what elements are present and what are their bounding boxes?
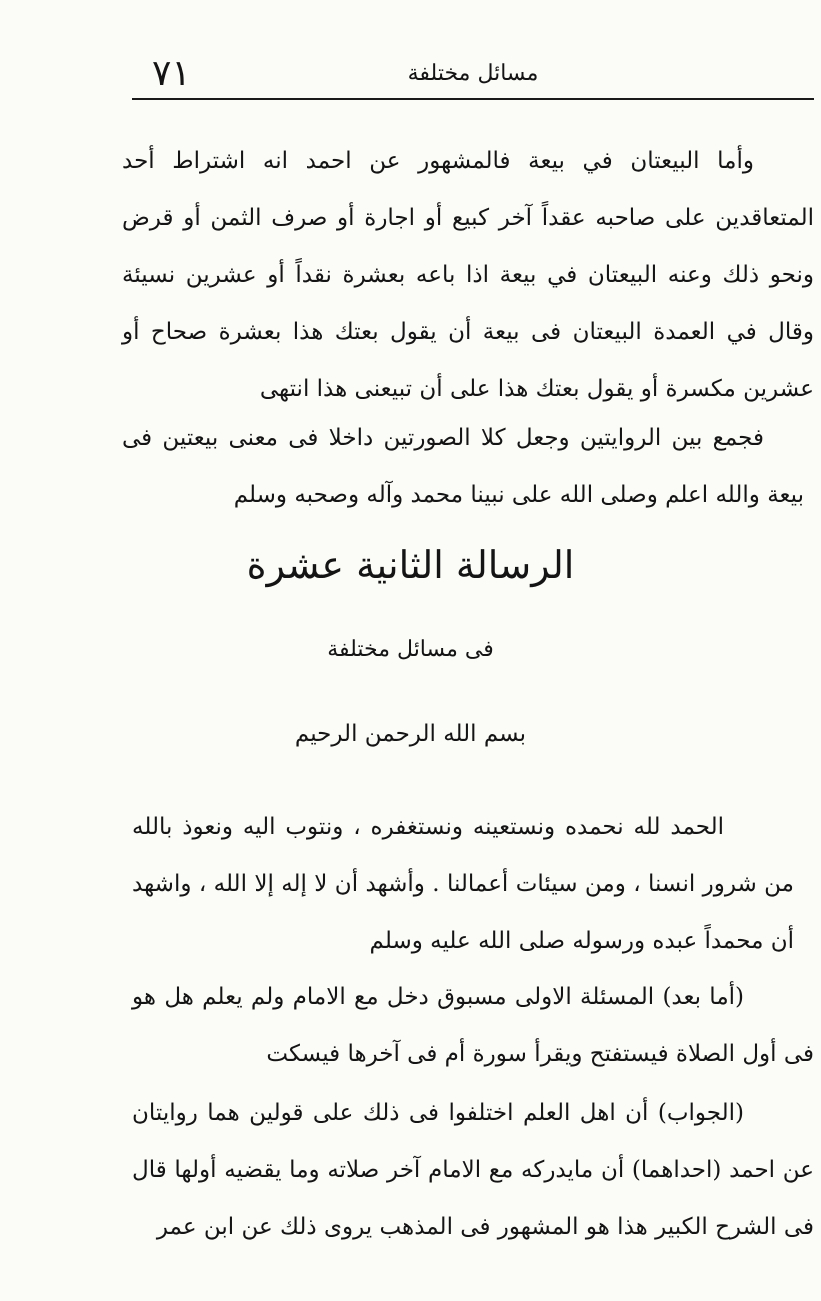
running-title: مسائل مختلفة	[407, 61, 539, 86]
page-number: ٧١	[152, 53, 191, 94]
paragraph-bayatan: وأما البيعتان في بيعة فالمشهور عن احمد انه اشتراط أحد المتعاقدين على صاحبه عقداً آخر كبيع أو اجارة أو صرف الثمن أو قرض ونحو ذلك وعنه البيعتان في بيعة اذا باعه بعشرة نقداً أو عشرين نسيئة وقال في العمدة البيعتان فى بيعة أن يقول بعتك هذا بعشرة صحاح أو عشرين مكسرة أو يقول بعتك هذا على أن تبيعنى هذا انتهى	[122, 148, 814, 402]
page-header	[132, 52, 814, 96]
treatise-subtitle: فى مسائل مختلفة	[327, 637, 494, 662]
treatise-title: الرسالة الثانية عشرة	[246, 543, 575, 587]
paragraph-first-question: (أما بعد) المسئلة الاولى مسبوق دخل مع الامام ولم يعلم هل هو فى أول الصلاة فيستفتح ويقرأ سورة أم فى آخرها فيسكت	[132, 984, 814, 1067]
paragraph-answer: (الجواب) أن اهل العلم اختلفوا فى ذلك على قولين هما روايتان عن احمد (احداهما) أن مايدركه مع الامام آخر صلاته وما يقضيه أولها قال فى الشرح الكبير هذا هو المشهور فى المذهب يروى ذلك عن ابن عمر	[132, 1100, 814, 1240]
paragraph-hamd: الحمد لله نحمده ونستعينه ونستغفره ، ونتوب اليه ونعوذ بالله من شرور انسنا ، ومن سيئات أعمالنا . وأشهد أن لا إله إلا الله ، واشهد أن محمداً عبده ورسوله صلى الله عليه وسلم	[132, 814, 794, 954]
header-rule	[132, 98, 814, 100]
paragraph-conclusion: فجمع بين الروايتين وجعل كلا الصورتين داخلا فى معنى بيعتين فى بيعة والله اعلم وصلى الله على نبينا محمد وآله وصحبه وسلم	[122, 425, 804, 508]
basmala: بسم الله الرحمن الرحيم	[294, 721, 527, 747]
